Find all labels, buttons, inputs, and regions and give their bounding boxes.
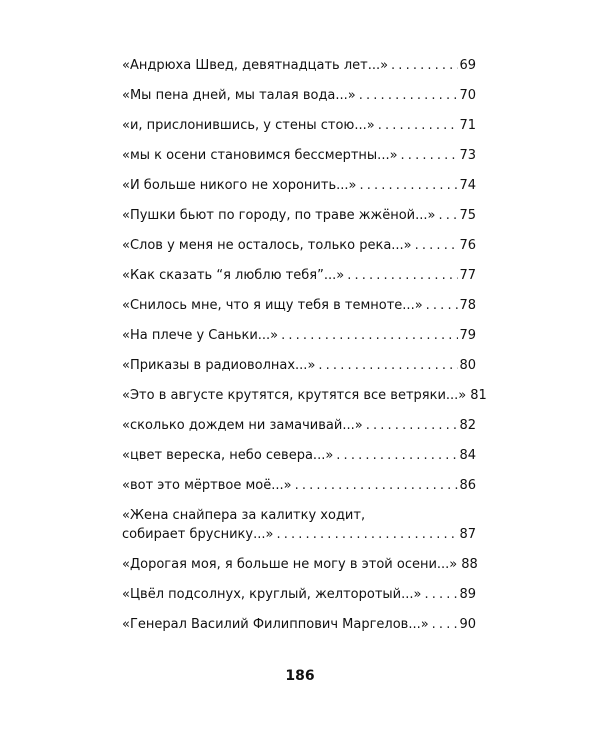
- dot-leader: [359, 88, 459, 104]
- toc-entry-page: 89: [459, 586, 476, 602]
- toc-entry-row: [122, 527, 476, 543]
- toc-entry-row: [122, 178, 476, 194]
- toc-entry-page: 87: [459, 526, 476, 542]
- toc-entry-page: 80: [459, 357, 476, 373]
- toc-entry-title: «На плече у Саньки...»: [122, 327, 279, 343]
- toc-entry-page: 82: [459, 417, 476, 433]
- toc-entry-row: [122, 448, 476, 464]
- toc-entry-title: «И больше никого не хоронить...»: [122, 177, 357, 193]
- toc-entry: [122, 298, 476, 314]
- toc-entry: [122, 58, 476, 74]
- toc-entry-row: [122, 478, 476, 494]
- toc-entry: [122, 557, 476, 573]
- toc-entry-page: 79: [459, 327, 476, 343]
- toc-entry-title: «цвет вереска, небо севера...»: [122, 447, 334, 463]
- toc-entry-title: «мы к осени становимся бессмертны...»: [122, 147, 398, 163]
- dot-leader: [336, 448, 458, 464]
- dot-leader: [415, 238, 459, 254]
- dot-leader: [359, 178, 458, 194]
- toc-entry-title: «Генерал Василий Филиппович Маргелов...»: [122, 616, 429, 632]
- toc-entry-title: «Слов у меня не осталось, только река...»: [122, 237, 412, 253]
- toc-entry: [122, 328, 476, 344]
- toc-entry-title: «Цвёл подсолнух, круглый, желторотый...»: [122, 586, 422, 602]
- toc-entry-title: «Это в августе крутятся, крутятся все ветряки...»: [122, 387, 467, 403]
- toc-entry-title: собирает бруснику...»: [122, 526, 274, 542]
- page-number: 186: [285, 668, 315, 684]
- dot-leader: [391, 58, 458, 74]
- toc-entry-title: «Приказы в радиоволнах...»: [122, 357, 316, 373]
- toc-entry: [122, 238, 476, 254]
- toc-entry: [122, 418, 476, 434]
- toc-entry-page: 75: [459, 207, 476, 223]
- toc-entry: [122, 148, 476, 164]
- toc-entry: [122, 478, 476, 494]
- dot-leader: [438, 208, 458, 224]
- dot-leader: [347, 268, 458, 284]
- toc-entry: [122, 88, 476, 104]
- toc-entry-title: «сколько дождем ни замачивай...»: [122, 417, 363, 433]
- toc-entry-row: [122, 418, 476, 434]
- toc-entry-row: [122, 557, 476, 573]
- toc-entry-row: [122, 617, 476, 633]
- toc-entry-row: [122, 238, 476, 254]
- dot-leader: [276, 527, 458, 543]
- toc-entry-row: [122, 298, 476, 314]
- dot-leader: [426, 298, 459, 314]
- toc-entry-page: 70: [459, 87, 476, 103]
- dot-leader: [401, 148, 459, 164]
- toc-entry-title-line1: «Жена снайпера за калитку ходит,: [122, 507, 366, 523]
- toc-entry: [122, 178, 476, 194]
- toc-entry-row: [122, 148, 476, 164]
- toc-entry-page: 81: [470, 387, 487, 403]
- toc-entry-title: «Снилось мне, что я ищу тебя в темноте...»: [122, 297, 423, 313]
- toc-entry: [122, 208, 476, 224]
- toc-entry-row: [122, 587, 476, 603]
- toc-entry-title: «Мы пена дней, мы талая вода...»: [122, 87, 356, 103]
- dot-leader: [366, 418, 459, 434]
- toc-entry-title: «Как сказать “я люблю тебя”...»: [122, 267, 345, 283]
- toc-entry-row: [122, 88, 476, 104]
- toc-entry-title: «Пушки бьют по городу, по траве жжёной...»: [122, 207, 436, 223]
- toc-entry-page: 88: [461, 556, 478, 572]
- toc-entry-row: [122, 58, 476, 74]
- toc-entry: [122, 508, 476, 543]
- toc-entry-page: 78: [459, 297, 476, 313]
- toc-entry-page: 69: [459, 58, 476, 73]
- toc-entry: [122, 587, 476, 603]
- toc-entry-title: «Андрюха Швед, девятнадцать лет...»: [122, 58, 389, 73]
- toc-entry-page: 76: [459, 237, 476, 253]
- toc-entry-row: [122, 268, 476, 284]
- toc-entry-page: 90: [459, 616, 476, 632]
- dot-leader: [432, 617, 459, 633]
- toc-entry-title: «вот это мёртвое моё...»: [122, 477, 292, 493]
- toc-entry: [122, 358, 476, 374]
- dot-leader: [318, 358, 458, 374]
- toc-entry: [122, 268, 476, 284]
- dot-leader: [378, 118, 459, 134]
- toc-entry-row: [122, 358, 476, 374]
- toc-entry-row: [122, 328, 476, 344]
- toc-entry: [122, 448, 476, 464]
- table-of-contents: [122, 58, 487, 647]
- toc-entry-page: 84: [459, 447, 476, 463]
- dot-leader: [281, 328, 458, 344]
- toc-entry-page: 77: [459, 267, 476, 283]
- toc-entry-title: «Дорогая моя, я больше не могу в этой осени...»: [122, 556, 458, 572]
- toc-entry-page: 86: [459, 477, 476, 493]
- toc-entry-page: 74: [459, 177, 476, 193]
- dot-leader: [424, 587, 458, 603]
- toc-entry: [122, 617, 476, 633]
- toc-entry: [122, 118, 476, 134]
- toc-entry: [122, 387, 487, 404]
- dot-leader: [295, 478, 459, 494]
- toc-entry-row: [122, 387, 487, 404]
- toc-entry-row: [122, 118, 476, 134]
- toc-entry-title: «и, прислонившись, у стены стою...»: [122, 117, 375, 133]
- toc-entry-page: 71: [459, 117, 476, 133]
- toc-entry-page: 73: [459, 147, 476, 163]
- toc-entry-row: [122, 208, 476, 224]
